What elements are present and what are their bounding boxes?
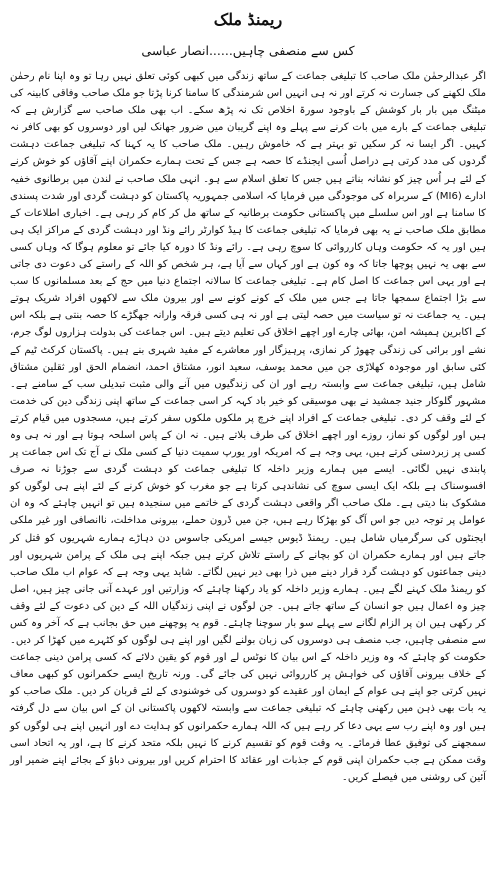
column-byline: کس سے منصفی چاہیں......انصار عباسی: [141, 43, 355, 58]
article-body: اگر عبدالرحمٰن ملک صاحب کا تبلیغی جماعت کے ساتھ زندگی میں کبھی کوئی تعلق نہیں رہا تو وہ اپنا نام رحمٰن ملک لکھنے کی جسارت نہ کرتے اور نہ ہی انہیں اس شرمندگی کا سامنا کرنا پڑتا جو ملک صاحب وفاقی کابینہ کی میٹنگ میں بار بار کوشش کے باوجود سورۃ اخلاص تک نہ پڑھ سکے۔ اب بھی ملک صاحب سے گزارش ہے کہ تبلیغی جماعت کے بارے میں بات کرنے سے پہلے وہ اپنے گریبان میں ضرور جھانک لیں اور دوسروں کو بھی کافر نہ کہیں۔ اگر ایسا نہ کر سکیں تو بہتر ہے کہ خاموش رہیں۔ ملک صاحب کا یہ کہنا کہ تبلیغی جماعت دہشت گردوں کی مدد کرتی ہے دراصل اُسی ایجنڈے کا حصہ ہے جس کے تحت ہمارے حکمران اپنے آقاؤں کو خوش کرنے کے لئے ہر اُس چیز کو نشانہ بناتے ہیں جس کا تعلق اسلام سے ہو۔ انہی ملک صاحب نے لندن میں برطانوی خفیہ ادارے (MI6) کے سربراہ کی موجودگی میں فرمایا کہ اسلامی جمہوریہ پاکستان کو دہشت گردی اور شدت پسندی کا سامنا ہے اور اس سلسلے میں پاکستانی حکومت برطانیہ کے ساتھ مل کر کام کر رہی ہے۔ اخباری اطلاعات کے مطابق ملک صاحب نے یہ بھی فرمایا کہ تبلیغی جماعت کا ہیڈ کوارٹر رائے ونڈ اور دہشت گردی کے مراکز ایک ہی ہیں اور یہ کہ حکومت وہاں کارروائی کا سوچ رہی ہے۔ رائے ونڈ کا دورہ کیا جائے تو معلوم ہوگا کہ وہاں کسی سے بھی یہ نہیں پوچھا جاتا کہ وہ کون ہے اور کہاں سے آیا ہے، ہر شخص کو اللہ کے راستے کی دعوت دی جاتی ہے اور یہی اس جماعت کا اصل کام ہے۔ تبلیغی جماعت کا سالانہ اجتماع دنیا میں حج کے بعد مسلمانوں کا سب سے بڑا اجتماع سمجھا جاتا ہے جس میں ملک کے کونے کونے سے اور بیرون ملک سے لاکھوں افراد شریک ہوتے ہیں۔ یہ جماعت نہ تو سیاست میں حصہ لیتی ہے اور نہ ہی کسی فرقہ وارانہ جھگڑے کا حصہ بنتی ہے بلکہ اس کے اکابرین ہمیشہ امن، بھائی چارے اور اچھے اخلاق کی تعلیم دیتے ہیں۔ اس جماعت کی بدولت ہزاروں لوگ جرم، نشے اور برائی کی زندگی چھوڑ کر نمازی، پرہیزگار اور معاشرے کے مفید شہری بنے ہیں۔ پاکستان کرکٹ ٹیم کے کئی سابق اور موجودہ کھلاڑی جن میں محمد یوسف، سعید انور، مشتاق احمد، انضمام الحق اور ثقلین مشتاق شامل ہیں، تبلیغی جماعت سے وابستہ رہے اور ان کی زندگیوں میں آنے والی مثبت تبدیلی سب کے سامنے ہے۔ مشہور گلوکار جنید جمشید نے بھی موسیقی کو خیر باد کہہ کر اسی جماعت کے ساتھ اپنی زندگی دین کی خدمت کے لئے وقف کر دی۔ تبلیغی جماعت کے افراد اپنے خرچ پر ملکوں ملکوں سفر کرتے ہیں، مسجدوں میں قیام کرتے ہیں اور لوگوں کو نماز، روزے اور اچھے اخلاق کی طرف بلاتے ہیں۔ نہ ان کے پاس اسلحہ ہوتا ہے اور نہ ہی وہ کسی پر زبردستی کرتے ہیں، یہی وجہ ہے کہ امریکہ اور یورپ سمیت دنیا کے کسی ملک نے آج تک اس جماعت پر پابندی نہیں لگائی۔ ایسے میں ہمارے وزیر داخلہ کا تبلیغی جماعت کو دہشت گردی سے جوڑنا نہ صرف افسوسناک ہے بلکہ ایک ایسی سوچ کی نشاندہی کرتا ہے جو مغرب کو خوش کرنے کے لئے اپنے ہی لوگوں کو مشکوک بنا دیتی ہے۔ ملک صاحب اگر واقعی دہشت گردی کے خاتمے میں سنجیدہ ہیں تو انہیں چاہئے کہ وہ ان عوامل پر توجہ دیں جو اس آگ کو بھڑکا رہے ہیں، جن میں ڈرون حملے، بیرونی مداخلت، ناانصافی اور غیر ملکی ایجنٹوں کی سرگرمیاں شامل ہیں۔ ریمنڈ ڈیوس جیسے امریکی جاسوس دن دہاڑے ہمارے شہریوں کو قتل کر جاتے ہیں اور ہمارے حکمران ان کو بچانے کے راستے تلاش کرتے ہیں جبکہ اپنے ہی ملک کے پرامن شہریوں اور دینی جماعتوں کو دہشت گرد قرار دینے میں ذرا بھی دیر نہیں لگاتے۔ شاید یہی وجہ ہے کہ عوام اب ملک صاحب کو ریمنڈ ملک کہنے لگے ہیں۔ ہمارے وزیر داخلہ کو یاد رکھنا چاہئے کہ وزارتیں اور عہدے آنی جانی چیز ہیں، اصل چیز وہ اعمال ہیں جو انسان کے ساتھ جاتے ہیں۔ جن لوگوں نے اپنی زندگیاں اللہ کے دین کی دعوت کے لئے وقف کر رکھی ہیں ان پر الزام لگانے سے پہلے سو بار سوچنا چاہئے۔ قوم یہ پوچھنے میں حق بجانب ہے کہ آخر وہ کس سے منصفی چاہیں، جب منصف ہی دوسروں کی زبان بولنے لگیں اور اپنے ہی لوگوں کو کٹہرے میں کھڑا کر دیں۔ حکومت کو چاہئے کہ وہ وزیر داخلہ کے اس بیان کا نوٹس لے اور قوم کو یقین دلائے کہ کسی پرامن دینی جماعت کے خلاف بیرونی آقاؤں کی خواہش پر کارروائی نہیں کی جائے گی۔ ورنہ تاریخ ایسے حکمرانوں کو کبھی معاف نہیں کرتی جو اپنے ہی عوام کے ایمان اور عقیدے کو دوسروں کی خوشنودی کے لئے قربان کر دیں۔ ملک صاحب کو یہ بات بھی ذہن میں رکھنی چاہئے کہ تبلیغی جماعت سے وابستہ لاکھوں پاکستانی ان کے اس بیان سے دل گرفتہ ہیں اور وہ اپنے رب سے یہی دعا کر رہے ہیں کہ اللہ ہمارے حکمرانوں کو ہدایت دے اور انہیں اپنے ہی لوگوں کو سمجھنے کی توفیق عطا فرمائے۔ یہ وقت قوم کو تقسیم کرنے کا نہیں بلکہ متحد کرنے کا ہے، اور یہ اتحاد اسی وقت ممکن ہے جب حکمران اپنی قوم کے جذبات اور عقائد کا احترام کریں اور بیرونی دباؤ کے بجائے اپنے ضمیر اور آئین کی روشنی میں فیصلے کریں۔: [10, 71, 486, 783]
column-title: ریمنڈ ملک: [213, 10, 283, 29]
